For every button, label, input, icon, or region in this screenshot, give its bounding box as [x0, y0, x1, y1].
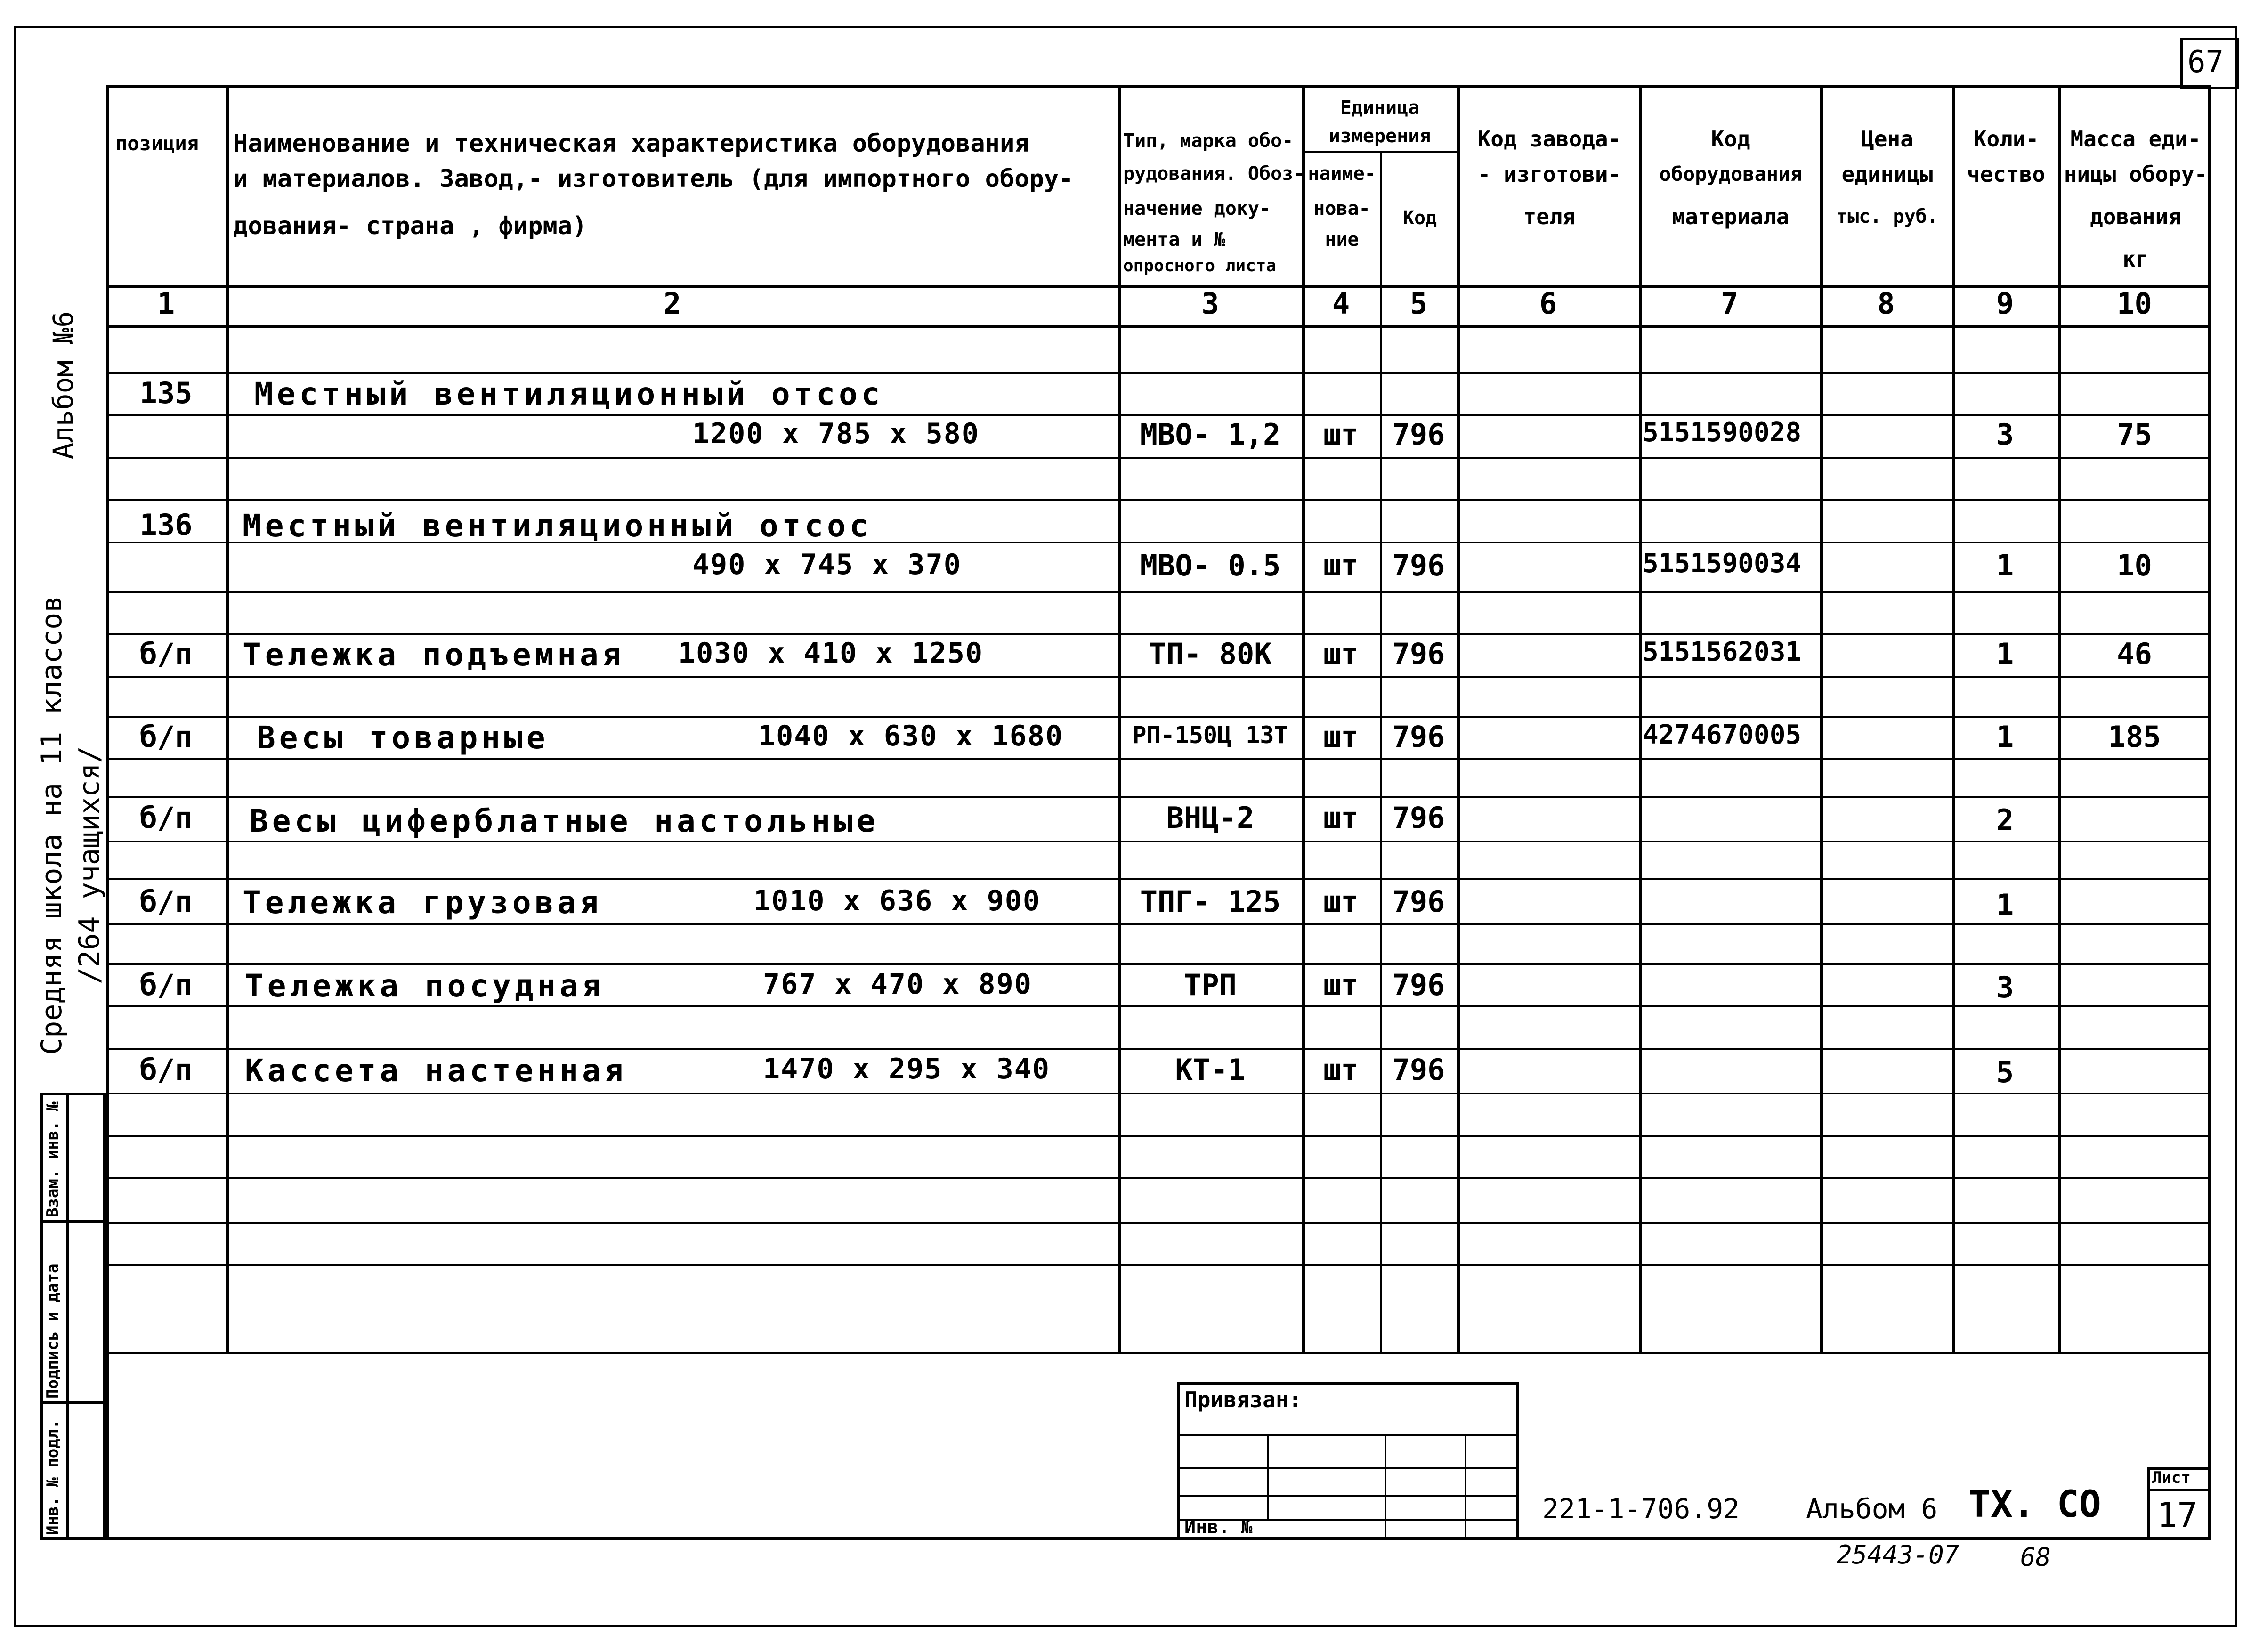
- header-qty-line1: Коли-: [1973, 126, 2039, 152]
- row-line: [106, 1005, 2211, 1007]
- header-unit-line2: измерения: [1328, 125, 1431, 147]
- school-title-line1: Средняя школа на 11 классов: [35, 595, 68, 1055]
- header-type-line3: начение доку-: [1123, 198, 1271, 219]
- item-name: Тележка подъемная: [243, 637, 625, 673]
- item-mass: 46: [2117, 637, 2152, 671]
- row-line: [106, 372, 2211, 374]
- header-equip-line2: оборудования: [1659, 162, 1802, 186]
- sheet-number-line: [2147, 1489, 2211, 1491]
- item-dimensions: 1200 x 785 x 580: [692, 417, 980, 450]
- item-quantity: 1: [1996, 637, 2014, 671]
- header-plant-line3: теля: [1523, 204, 1576, 229]
- item-unit: шт: [1323, 417, 1359, 452]
- header-equip-line1: Код: [1711, 126, 1750, 152]
- item-dimensions: 1010 x 636 x 900: [753, 884, 1041, 917]
- item-quantity: 1: [1996, 548, 2014, 583]
- album-number: Альбом 6: [1806, 1493, 1938, 1525]
- item-unit: шт: [1323, 637, 1359, 671]
- item-quantity: 3: [1996, 970, 2014, 1004]
- item-unit-code: 796: [1392, 968, 1445, 1002]
- header-position: позиция: [115, 132, 199, 155]
- row-line: [106, 1177, 2211, 1179]
- school-title-line2: /264 учащихся/: [73, 746, 106, 984]
- item-position: б/п: [139, 720, 193, 754]
- item-name: Местный вентиляционный отсос: [243, 508, 872, 544]
- item-position: б/п: [139, 968, 193, 1002]
- row-line: [106, 1264, 2211, 1266]
- header-name-line3: дования- страна , фирма): [233, 212, 587, 240]
- item-type: МВО- 0.5: [1140, 548, 1281, 583]
- item-type: ТП- 80К: [1149, 637, 1272, 671]
- header-name-line2: и материалов. Завод,- изготовитель (для импортного обору-: [233, 165, 1074, 193]
- stamp-col: [1267, 1434, 1269, 1519]
- column-number: 4: [1332, 286, 1350, 321]
- item-type: РП-150Ц 13Т: [1132, 721, 1288, 749]
- header-type-line1: Тип, марка обо-: [1123, 130, 1294, 152]
- binding-label: Привязан:: [1184, 1387, 1302, 1412]
- item-quantity: 2: [1996, 803, 2014, 837]
- item-type: ВНЦ-2: [1166, 801, 1255, 835]
- stamp-line: [1177, 1434, 1519, 1436]
- stamp-line: [1177, 1467, 1519, 1469]
- row-line: [106, 591, 2211, 593]
- archive-number: 25443-07: [1837, 1540, 1960, 1570]
- item-name: Весы товарные: [257, 720, 549, 756]
- item-position: б/п: [139, 637, 193, 671]
- header-mass-line1: Масса еди-: [2070, 126, 2201, 152]
- table-bottom-line: [106, 1352, 2211, 1354]
- column-number: 10: [2117, 286, 2152, 321]
- item-unit: шт: [1323, 801, 1359, 835]
- col-line: [1952, 85, 1955, 1352]
- item-type: КТ-1: [1175, 1053, 1246, 1087]
- project-code: 221-1-706.92: [1542, 1493, 1740, 1525]
- header-price-line3: тыс. руб.: [1836, 206, 1938, 227]
- item-equipment-code: 4274670005: [1643, 720, 1802, 750]
- row-line: [106, 758, 2211, 760]
- stamp-col: [1385, 1434, 1386, 1540]
- item-unit: шт: [1323, 884, 1359, 919]
- item-type: МВО- 1,2: [1140, 417, 1281, 452]
- sheet-number: 17: [2157, 1495, 2198, 1535]
- colnum-bottom-line: [106, 325, 2211, 328]
- col-line: [1639, 85, 1642, 1352]
- column-number: 8: [1877, 286, 1895, 321]
- item-dimensions: 1470 x 295 x 340: [763, 1053, 1050, 1085]
- item-unit: шт: [1323, 968, 1359, 1002]
- item-position: 136: [139, 508, 193, 542]
- col-line: [1302, 85, 1305, 1352]
- item-unit-code: 796: [1392, 720, 1445, 754]
- item-equipment-code: 5151590034: [1643, 548, 1802, 579]
- item-unit-code: 796: [1392, 548, 1445, 583]
- item-name: Тележка посудная: [245, 968, 605, 1004]
- header-mass-line4: кг: [2122, 246, 2149, 272]
- header-qty-line2: чество: [1967, 162, 2046, 187]
- header-unit-name-line1: наиме-: [1308, 163, 1376, 185]
- side-stamp-divider: [66, 1093, 69, 1540]
- side-stamp-line: [40, 1220, 106, 1223]
- side-box-replace-inv: Взам. инв. №: [43, 1101, 62, 1217]
- column-number: 2: [663, 286, 681, 321]
- bottom-page-number: 68: [2020, 1542, 2051, 1572]
- row-line: [106, 963, 2211, 965]
- item-type: ТПГ- 125: [1140, 884, 1281, 919]
- album-label: Альбом №6: [47, 311, 79, 459]
- header-unit-name-line3: ние: [1325, 229, 1359, 251]
- header-unit-name-line2: нова-: [1313, 198, 1370, 219]
- column-number: 1: [157, 286, 175, 321]
- item-name: Местный вентиляционный отсос: [254, 376, 884, 412]
- item-unit: шт: [1323, 1053, 1359, 1087]
- item-quantity: 3: [1996, 417, 2014, 452]
- item-name: Весы циферблатные настольные: [250, 803, 879, 839]
- inventory-label: Инв. №: [1184, 1516, 1253, 1538]
- header-equip-line3: материала: [1672, 204, 1789, 229]
- header-price-line2: единицы: [1841, 162, 1933, 187]
- column-number: 9: [1996, 286, 2014, 321]
- column-number: 3: [1201, 286, 1219, 321]
- side-box-signature-date: Подпись и дата: [43, 1263, 62, 1399]
- column-number: 5: [1409, 286, 1428, 321]
- row-line: [106, 1135, 2211, 1137]
- item-dimensions: 1040 x 630 x 1680: [758, 720, 1064, 753]
- item-unit: шт: [1323, 548, 1359, 583]
- page-number: 67: [2187, 45, 2224, 80]
- col-line: [1820, 85, 1823, 1352]
- item-type: ТРП: [1184, 968, 1237, 1002]
- row-line: [106, 499, 2211, 501]
- stamp-line: [1177, 1495, 1519, 1497]
- side-stamp-line: [40, 1401, 106, 1404]
- item-mass: 185: [2108, 720, 2161, 754]
- item-position: б/п: [139, 884, 193, 919]
- column-number: 7: [1720, 286, 1739, 321]
- header-type-line5: опросного листа: [1123, 256, 1277, 275]
- item-dimensions: 1030 x 410 x 1250: [678, 637, 984, 670]
- row-line: [106, 633, 2211, 635]
- row-line: [106, 1048, 2211, 1050]
- item-quantity: 5: [1996, 1055, 2014, 1089]
- side-box-original-inv: Инв. № подл.: [43, 1419, 62, 1535]
- col-line: [226, 85, 229, 1352]
- row-line: [106, 414, 2211, 416]
- column-number: 6: [1539, 286, 1557, 321]
- row-line: [106, 457, 2211, 459]
- item-unit-code: 796: [1392, 417, 1445, 452]
- row-line: [106, 676, 2211, 678]
- header-mass-line2: ницы обору-: [2064, 162, 2208, 187]
- row-line: [106, 716, 2211, 718]
- item-equipment-code: 5151562031: [1643, 637, 1802, 667]
- item-unit-code: 796: [1392, 637, 1445, 671]
- header-unit-line1: Единица: [1340, 97, 1420, 119]
- stamp-col: [1465, 1434, 1466, 1540]
- row-line: [106, 923, 2211, 925]
- header-name-line1: Наименование и техническая характеристика оборудования: [233, 130, 1029, 158]
- drawing-mark: ТХ. СО: [1968, 1483, 2101, 1526]
- header-type-line2: рудования. Обоз-: [1123, 163, 1305, 185]
- item-equipment-code: 5151590028: [1643, 417, 1802, 448]
- header-type-line4: мента и №: [1123, 229, 1225, 251]
- row-line: [106, 796, 2211, 798]
- row-line: [106, 841, 2211, 842]
- item-quantity: 1: [1996, 720, 2014, 754]
- sheet-label: Лист: [2152, 1468, 2191, 1487]
- item-unit-code: 796: [1392, 1053, 1445, 1087]
- row-line: [106, 1222, 2211, 1224]
- item-position: б/п: [139, 801, 193, 835]
- item-dimensions: 490 x 745 x 370: [692, 548, 962, 581]
- item-quantity: 1: [1996, 888, 2014, 922]
- item-mass: 10: [2117, 548, 2152, 583]
- header-plant-line2: - изготови-: [1477, 162, 1621, 187]
- col-line: [1118, 85, 1121, 1352]
- row-line: [106, 1093, 2211, 1094]
- item-position: б/п: [139, 1053, 193, 1087]
- item-dimensions: 767 x 470 x 890: [763, 968, 1032, 1001]
- item-mass: 75: [2117, 417, 2152, 452]
- header-plant-line1: Код завода-: [1477, 126, 1621, 152]
- header-mass-line3: дования: [2090, 204, 2181, 229]
- item-unit-code: 796: [1392, 884, 1445, 919]
- header-price-line1: Цена: [1861, 126, 1913, 152]
- header-unit-code: Код: [1402, 207, 1437, 229]
- item-name: Тележка грузовая: [243, 884, 602, 921]
- row-line: [106, 878, 2211, 880]
- col-line: [1457, 85, 1460, 1352]
- item-unit: шт: [1323, 720, 1359, 754]
- item-name: Кассета настенная: [245, 1053, 627, 1089]
- item-unit-code: 796: [1392, 801, 1445, 835]
- item-position: 135: [139, 376, 193, 410]
